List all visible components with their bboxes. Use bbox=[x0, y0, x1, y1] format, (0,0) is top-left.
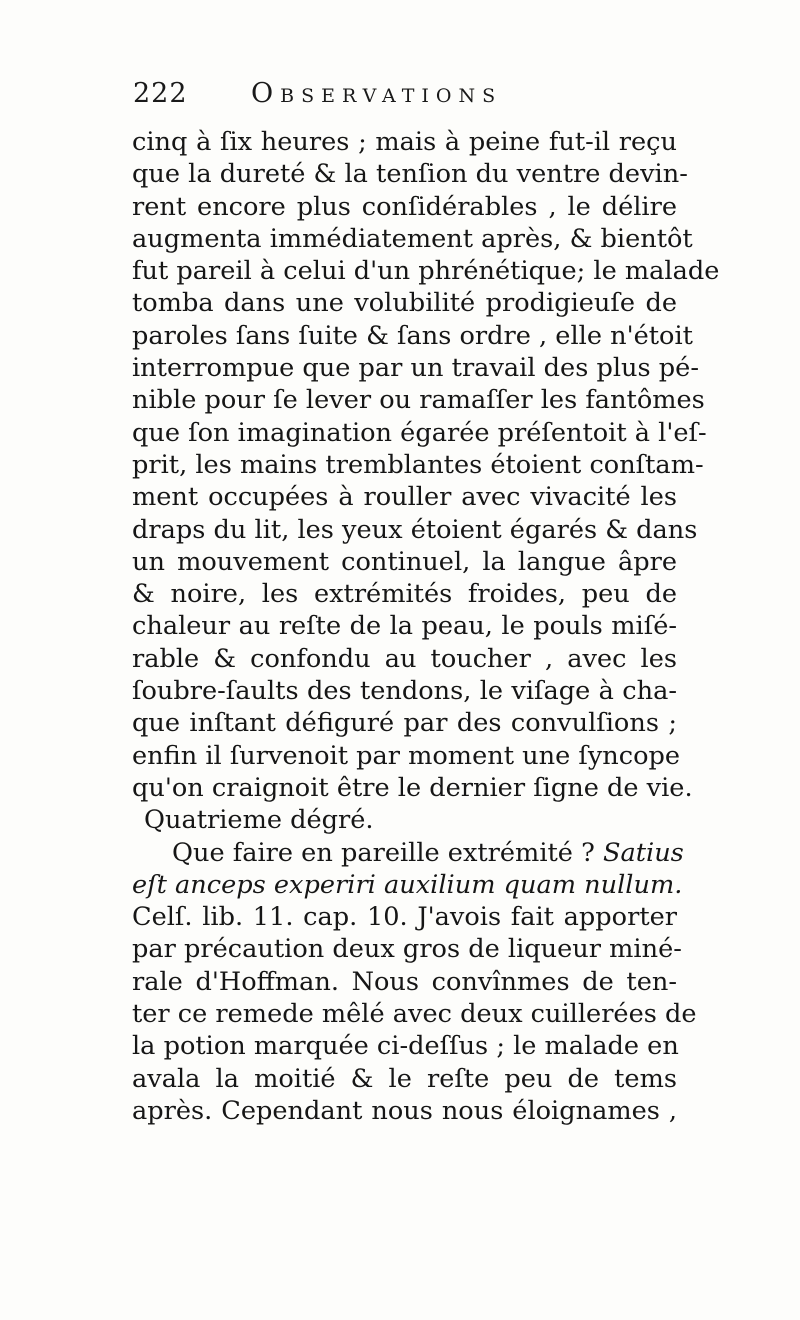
text-line: fut pareil à celui d'un phrénétique; le malade bbox=[132, 256, 720, 287]
text-line: interrompue que par un travail des plus pé- bbox=[132, 353, 699, 384]
text-line: que la dureté & la tenſion du ventre devin- bbox=[132, 159, 688, 190]
text-line: ter ce remede mêlé avec deux cuillerées de bbox=[132, 999, 697, 1030]
text-line: ſoubre-ſaults des tendons, le viſage à cha- bbox=[132, 676, 677, 707]
text-line: ment occupées à rouller avec vivacité les bbox=[132, 482, 677, 513]
text-line: que ſon imagination égarée préſentoit à l'eſ- bbox=[132, 417, 707, 448]
text-line: & noire, les extrémités froides, peu de bbox=[132, 579, 677, 610]
text-line: cinq à ſix heures ; mais à peine fut-il reçu bbox=[132, 127, 677, 157]
text-line: Celſ. lib. 11. cap. 10. J'avois fait apporter bbox=[132, 902, 677, 933]
text-line: augmenta immédiatement après, & bientôt bbox=[132, 223, 693, 254]
text-line-paragraph-start bbox=[132, 837, 684, 869]
text-line: rent encore plus conſidérables , le délire bbox=[132, 191, 677, 222]
text-line-section-end: Quatrieme dégré. bbox=[144, 805, 374, 836]
text-line: qu'on craignoit être le dernier ſigne de vie. bbox=[132, 772, 693, 803]
text-line: après. Cependant nous nous éloignames , bbox=[132, 1095, 677, 1126]
question-text: Que faire en pareille extrémité ? bbox=[172, 837, 595, 868]
text-line: enfin il ſurvenoit par moment une ſyncope bbox=[132, 740, 681, 771]
text-line: prit, les mains tremblantes étoient conſtam- bbox=[132, 449, 704, 480]
text-line: tomba dans une volubilité prodigieuſe de bbox=[132, 288, 677, 319]
text-line: un mouvement continuel, la langue âpre bbox=[132, 546, 677, 577]
header-title: Observations bbox=[251, 78, 503, 109]
page-number: 222 bbox=[133, 78, 188, 109]
text-line: paroles ſans ſuite & ſans ordre , elle n'étoit bbox=[132, 320, 693, 351]
latin-quote-start: Satius bbox=[602, 837, 684, 868]
text-line: draps du lit, les yeux étoient égarés & dans bbox=[132, 514, 698, 545]
latin-quote-line: eſt anceps experiri auxilium quam nullum. bbox=[132, 869, 683, 900]
running-head bbox=[133, 78, 673, 118]
text-line: rale d'Hoffman. Nous convînmes de ten- bbox=[132, 966, 677, 997]
text-line: que inſtant défiguré par des convulſions ; bbox=[132, 708, 677, 739]
text-line: la potion marquée ci-deſſus ; le malade en bbox=[132, 1031, 679, 1062]
body-text bbox=[132, 126, 720, 1127]
text-line: chaleur au reſte de la peau, le pouls miſé- bbox=[132, 611, 677, 642]
text-line: rable & confondu au toucher , avec les bbox=[132, 643, 677, 674]
text-line: avala la moitié & le reſte peu de tems bbox=[132, 1063, 677, 1094]
text-line: par précaution deux gros de liqueur miné- bbox=[132, 934, 682, 965]
text-line: nible pour ſe lever ou ramaſſer les fantômes bbox=[132, 385, 705, 416]
